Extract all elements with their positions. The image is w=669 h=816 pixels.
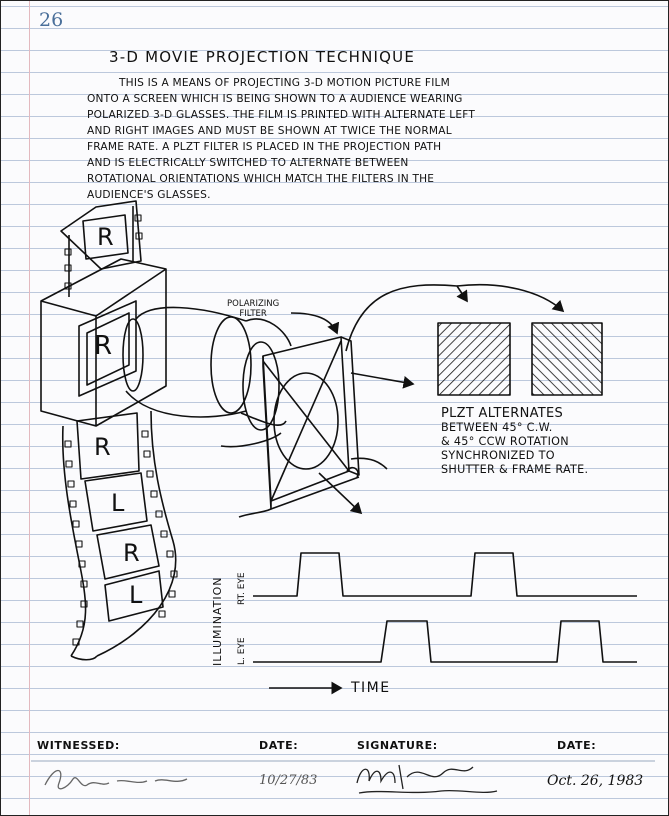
witness-signature bbox=[37, 759, 207, 799]
description-line: AUDIENCE'S GLASSES. bbox=[87, 189, 211, 201]
plzt-caption bbox=[441, 407, 588, 477]
right-eye-waveform bbox=[253, 553, 637, 596]
plzt-caption-line: SYNCHRONIZED TO bbox=[441, 449, 555, 462]
film-frame-letter: R bbox=[94, 433, 111, 461]
signature-label: SIGNATURE: bbox=[357, 739, 438, 752]
page-title: 3-D MOVIE PROJECTION TECHNIQUE bbox=[109, 48, 416, 66]
description-line: THIS IS A MEANS OF PROJECTING 3-D MOTION PICTURE FILM bbox=[119, 77, 450, 89]
illumination-axis-label: ILLUMINATION bbox=[211, 576, 224, 666]
polarizing-filter-label bbox=[227, 299, 279, 319]
left-eye-waveform bbox=[253, 621, 637, 662]
film-frame-letter: R bbox=[94, 331, 113, 361]
left-eye-label: L. EYE bbox=[237, 637, 247, 665]
film-frame-letter: L bbox=[129, 581, 143, 609]
signature-date: Oct. 26, 1983 bbox=[547, 773, 644, 789]
description-line: AND IS ELECTRICALLY SWITCHED TO ALTERNATE BETWEEN bbox=[87, 157, 409, 169]
date-label-1: DATE: bbox=[259, 739, 299, 752]
plzt-caption-line: & 45° CCW ROTATION bbox=[441, 435, 569, 448]
witnessed-label: WITNESSED: bbox=[37, 739, 120, 752]
plzt-caption-line: PLZT ALTERNATES bbox=[441, 406, 564, 421]
time-axis-label: TIME bbox=[351, 680, 391, 696]
description-line: ONTO A SCREEN WHICH IS BEING SHOWN TO A AUDIENCE WEARING bbox=[87, 93, 463, 105]
plzt-square-cw bbox=[438, 323, 510, 395]
right-eye-label: RT. EYE bbox=[237, 572, 247, 605]
description-line: ROTATIONAL ORIENTATIONS WHICH MATCH THE FILTERS IN THE bbox=[87, 173, 435, 185]
description-line: AND RIGHT IMAGES AND MUST BE SHOWN AT TWICE THE NORMAL bbox=[87, 125, 452, 137]
date-label-2: DATE: bbox=[557, 739, 597, 752]
film-frame-letter: L bbox=[111, 489, 125, 517]
film-frame-letter: R bbox=[123, 539, 140, 567]
page-number: 26 bbox=[39, 9, 64, 31]
plzt-square-ccw bbox=[532, 323, 602, 395]
film-frame-letter: R bbox=[97, 223, 114, 251]
filter-label-line: FILTER bbox=[239, 309, 267, 319]
witness-date: 10/27/83 bbox=[259, 773, 318, 788]
plzt-caption-line: SHUTTER & FRAME RATE. bbox=[441, 463, 589, 476]
filter-label-line: POLARIZING bbox=[227, 299, 280, 309]
plzt-caption-line: BETWEEN 45° C.W. bbox=[441, 421, 553, 434]
timing-diagram bbox=[253, 553, 637, 688]
film-strip bbox=[61, 201, 177, 660]
description-line: POLARIZED 3-D GLASSES. THE FILM IS PRINTED WITH ALTERNATE LEFT bbox=[87, 109, 476, 121]
inventor-signature bbox=[351, 755, 511, 799]
polarizing-filter bbox=[239, 313, 387, 517]
description-line: FRAME RATE. A PLZT FILTER IS PLACED IN THE PROJECTION PATH bbox=[87, 141, 442, 153]
